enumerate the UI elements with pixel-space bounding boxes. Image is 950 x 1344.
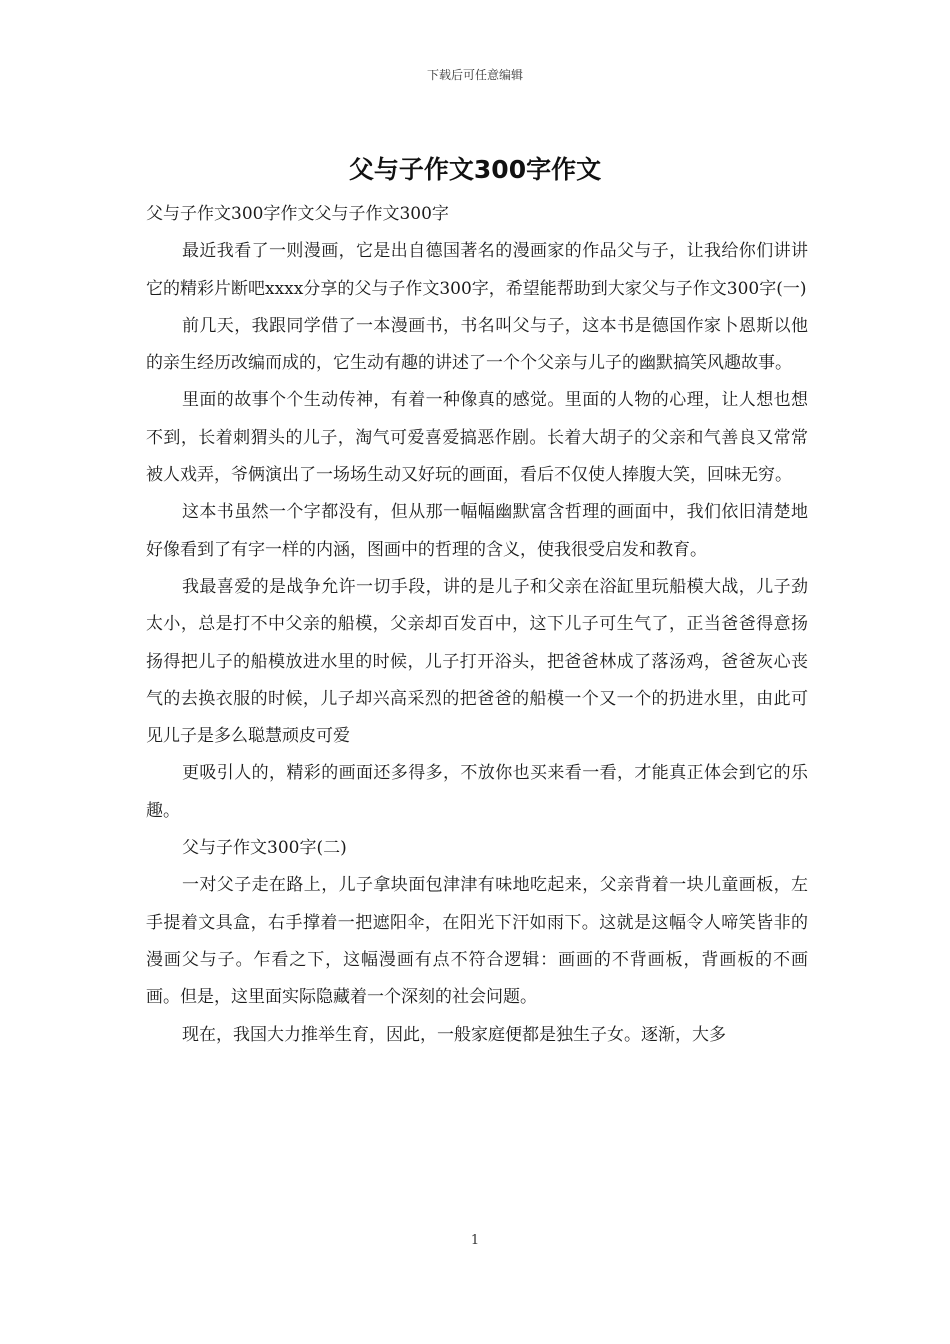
section-heading: 父与子作文300字(二)	[182, 838, 347, 859]
paragraph: 一对父子走在路上，儿子拿块面包津津有味地吃起来，父亲背着一块儿童画板，左手提着文具盒，右手撑着一把遮阳伞，在阳光下汗如雨下。这就是这幅令人啼笑皆非的漫画父与子。乍看之下，这幅漫画有点不符合逻辑：画画的不背画板，背画板的不画画。但是，这里面实际隐藏着一个深刻的社会问题。	[146, 875, 808, 1008]
document-title: 父与子作文300字作文	[348, 155, 602, 184]
document-body	[146, 196, 808, 1054]
paragraph: 这本书虽然一个字都没有，但从那一幅幅幽默富含哲理的画面中，我们依旧清楚地好像看到了有字一样的内涵，图画中的哲理的含义，使我很受启发和教育。	[146, 502, 808, 560]
paragraph: 最近我看了一则漫画，它是出自德国著名的漫画家的作品父与子，让我给你们讲讲它的精彩片断吧xxxx分享的父与子作文300字，希望能帮助到大家父与子作文300字(一)	[146, 241, 808, 299]
paragraph: 更吸引人的，精彩的画面还多得多，不放你也买来看一看，才能真正体会到它的乐趣。	[146, 763, 808, 821]
paragraph: 里面的故事个个生动传神，有着一种像真的感觉。里面的人物的心理，让人想也想不到，长着刺猬头的儿子，淘气可爱喜爱搞恶作剧。长着大胡子的父亲和气善良又常常被人戏弄，爷俩演出了一场场生动又好玩的画面，看后不仅使人捧腹大笑，回味无穷。	[146, 390, 808, 486]
page-header-note: 下载后可任意编辑	[426, 68, 523, 82]
paragraph: 我最喜爱的是战争允许一切手段，讲的是儿子和父亲在浴缸里玩船模大战，儿子劲太小，总是打不中父亲的船模，父亲却百发百中，这下儿子可生气了，正当爸爸得意扬扬得把儿子的船模放进水里的时候，儿子打开浴头，把爸爸林成了落汤鸡，爸爸灰心丧气的去换衣服的时候，儿子却兴高采烈的把爸爸的船模一个又一个的扔进水里，由此可见儿子是多么聪慧顽皮可爱	[146, 576, 808, 747]
paragraph: 前几天，我跟同学借了一本漫画书，书名叫父与子，这本书是德国作家卜恩斯以他的亲生经历改编而成的，它生动有趣的讲述了一个个父亲与儿子的幽默搞笑风趣故事。	[146, 315, 808, 374]
paragraph-subtitle: 父与子作文300字作文父与子作文300字	[146, 204, 449, 224]
page-number: 1	[470, 1233, 480, 1248]
paragraph: 现在，我国大力推举生育，因此，一般家庭便都是独生子女。逐渐，大多	[182, 1024, 726, 1045]
